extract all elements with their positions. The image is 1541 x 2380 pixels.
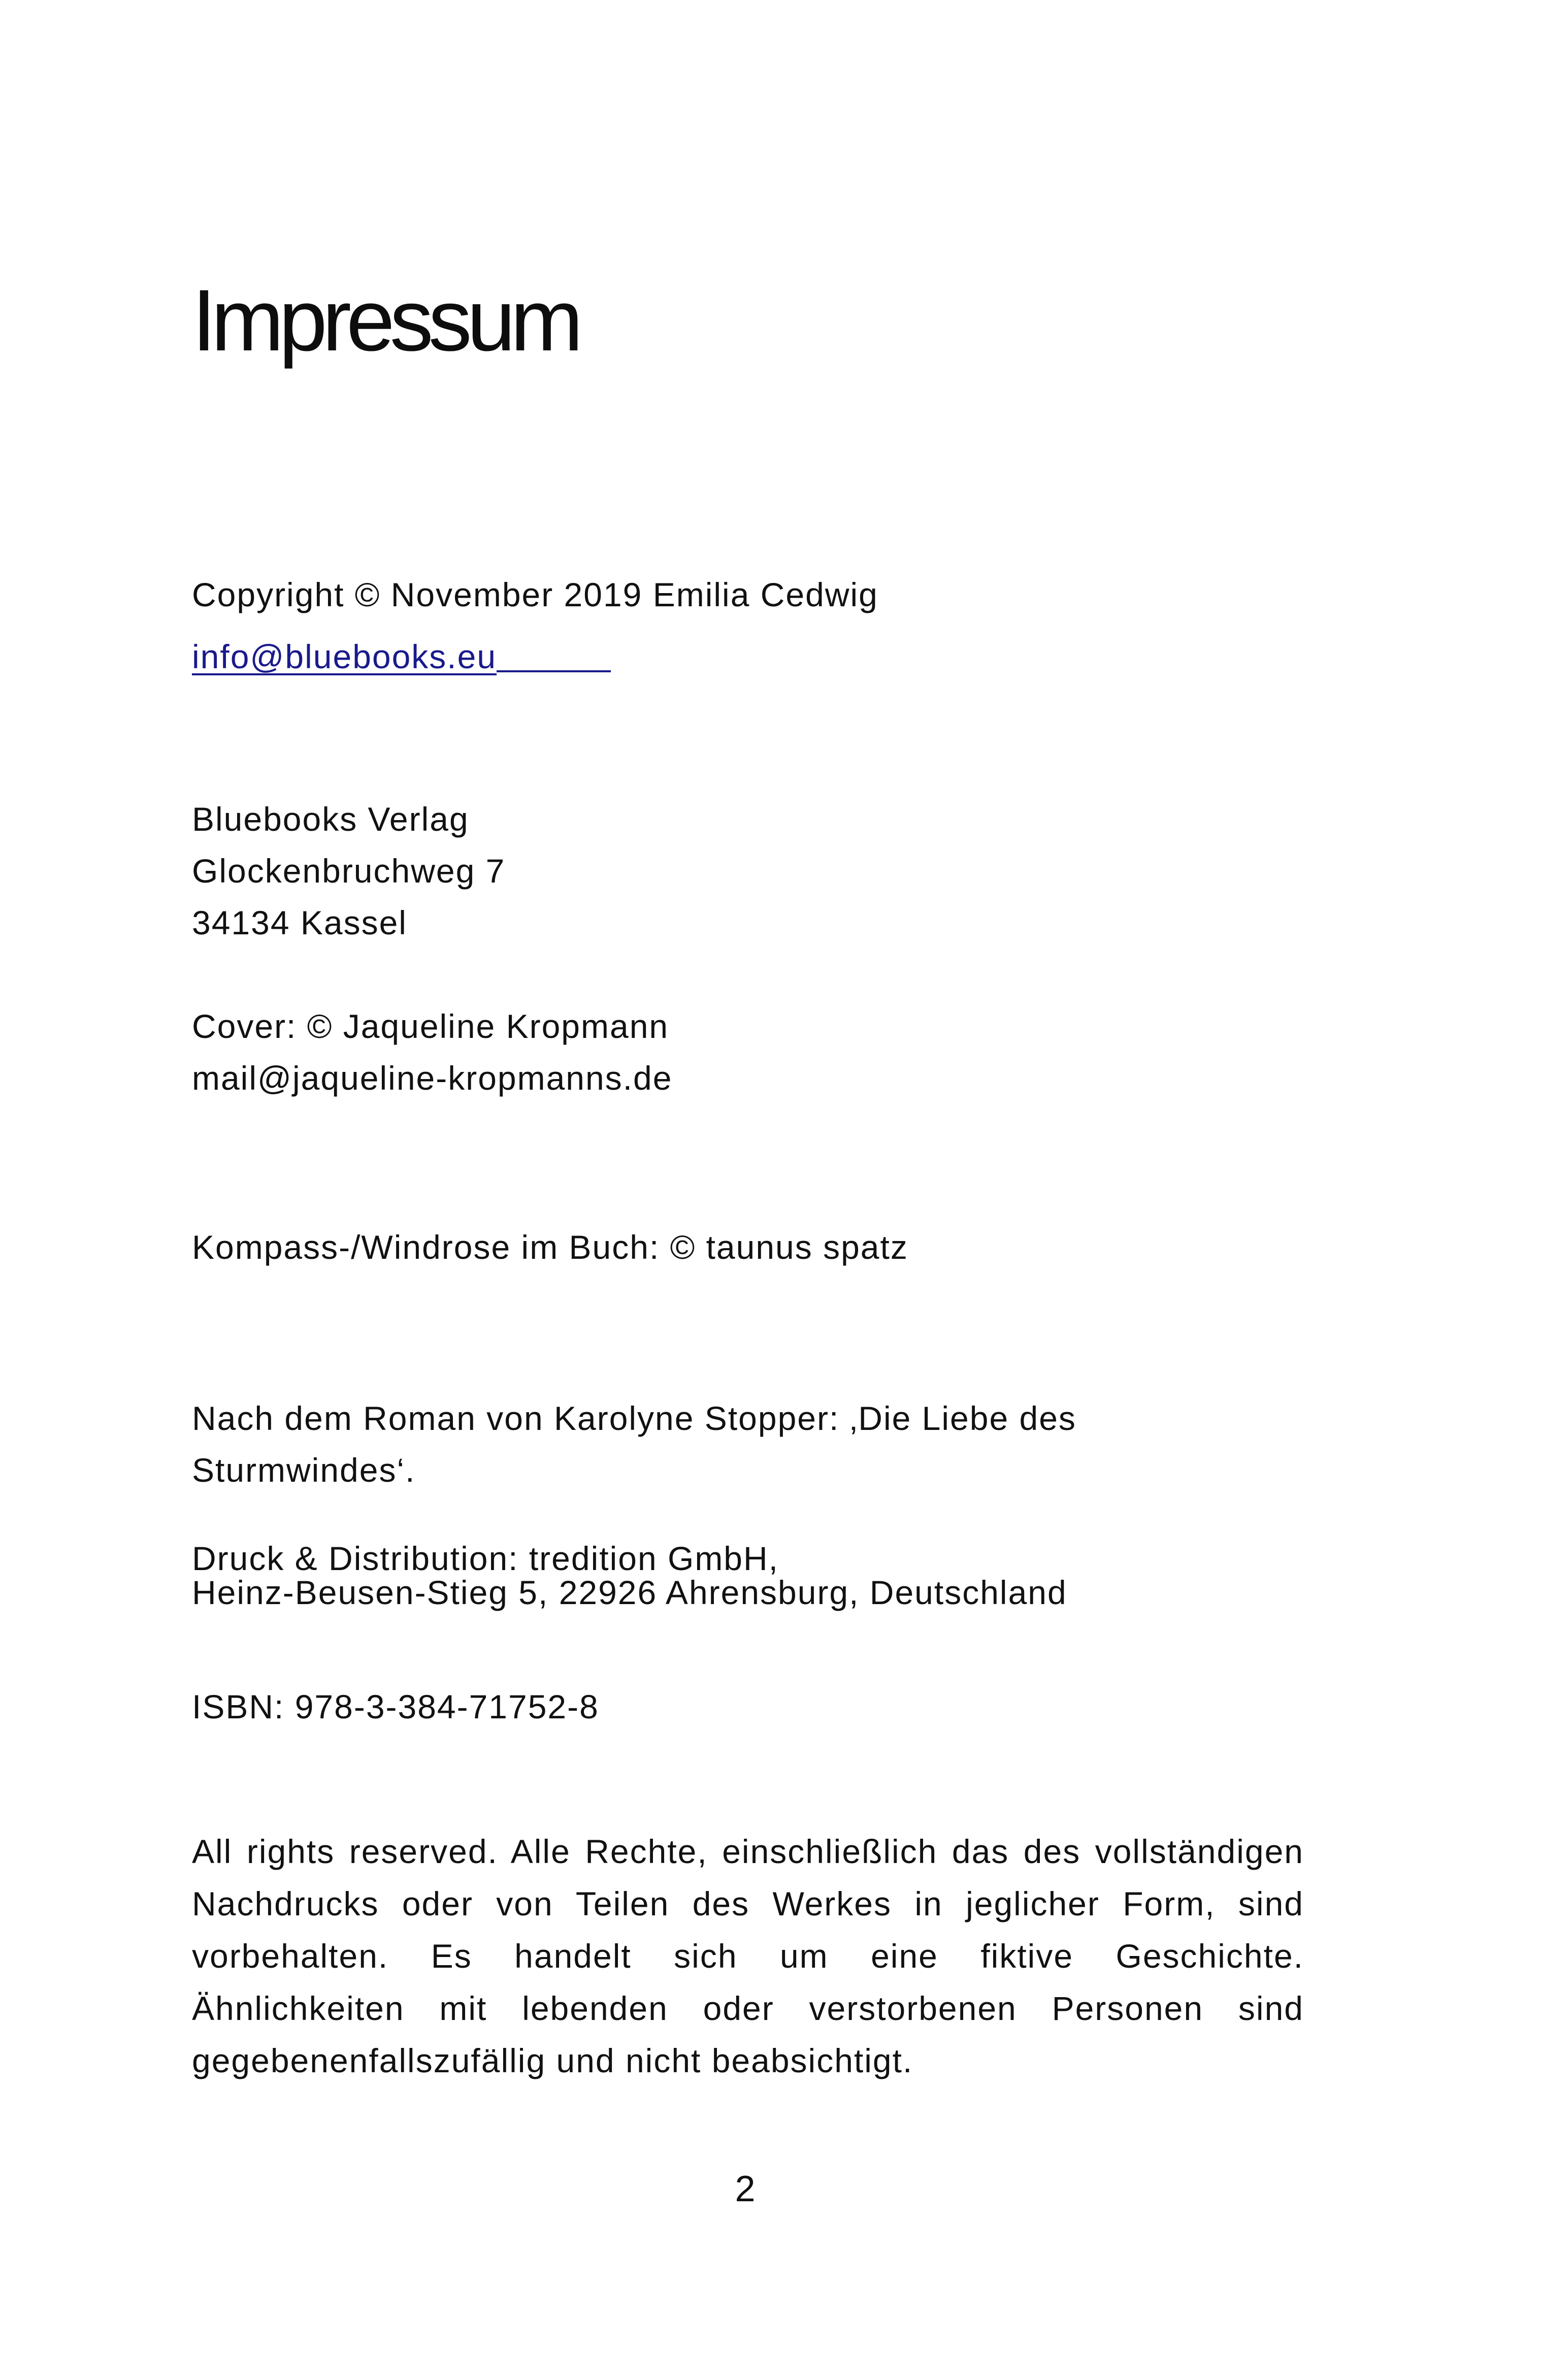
publisher-city: 34134 Kassel bbox=[192, 904, 407, 941]
publisher-name: Bluebooks Verlag bbox=[192, 800, 469, 838]
isbn: ISBN: 978-3-384-71752-8 bbox=[192, 1688, 599, 1725]
rights-line: gegebenenfallszufällig und nicht beabsichtigt. bbox=[192, 2042, 913, 2079]
copyright-line: Copyright © November 2019 Emilia Cedwig bbox=[192, 576, 878, 613]
distribution-line-1: Druck & Distribution: tredition GmbH, bbox=[192, 1540, 779, 1577]
publisher-street: Glockenbruchweg 7 bbox=[192, 852, 506, 890]
page-title: Impressum bbox=[192, 272, 578, 369]
rights-paragraph bbox=[192, 1825, 1304, 2087]
distribution-line-2: Heinz-Beusen-Stieg 5, 22926 Ahrensburg, Deutschland bbox=[192, 1574, 1067, 1611]
email-link[interactable]: info@bluebooks.eu bbox=[192, 638, 497, 675]
rights-line: Nachdrucks oder von Teilen des Werkes in jeglicher Form, sind bbox=[192, 1885, 1304, 1922]
link-underline bbox=[497, 634, 611, 672]
rights-line: All rights reserved. Alle Rechte, einschließlich das des vollständigen bbox=[192, 1833, 1304, 1870]
cover-credit: Cover: © Jaqueline Kropmann bbox=[192, 1007, 669, 1045]
rights-line: vorbehalten. Es handelt sich um eine fiktive Geschichte. bbox=[192, 1937, 1304, 1975]
novel-line-1: Nach dem Roman von Karolyne Stopper: ‚Die Liebe des bbox=[192, 1399, 1076, 1437]
compass-credit: Kompass-/Windrose im Buch: © taunus spatz bbox=[192, 1228, 908, 1266]
rights-line: Ähnlichkeiten mit lebenden oder verstorbenen Personen sind bbox=[192, 1990, 1304, 2027]
cover-email: mail@jaqueline-kropmanns.de bbox=[192, 1059, 673, 1097]
novel-line-2: Sturmwindes‘. bbox=[192, 1451, 416, 1489]
page-number: 2 bbox=[735, 2169, 756, 2209]
email-link-row bbox=[192, 630, 611, 673]
